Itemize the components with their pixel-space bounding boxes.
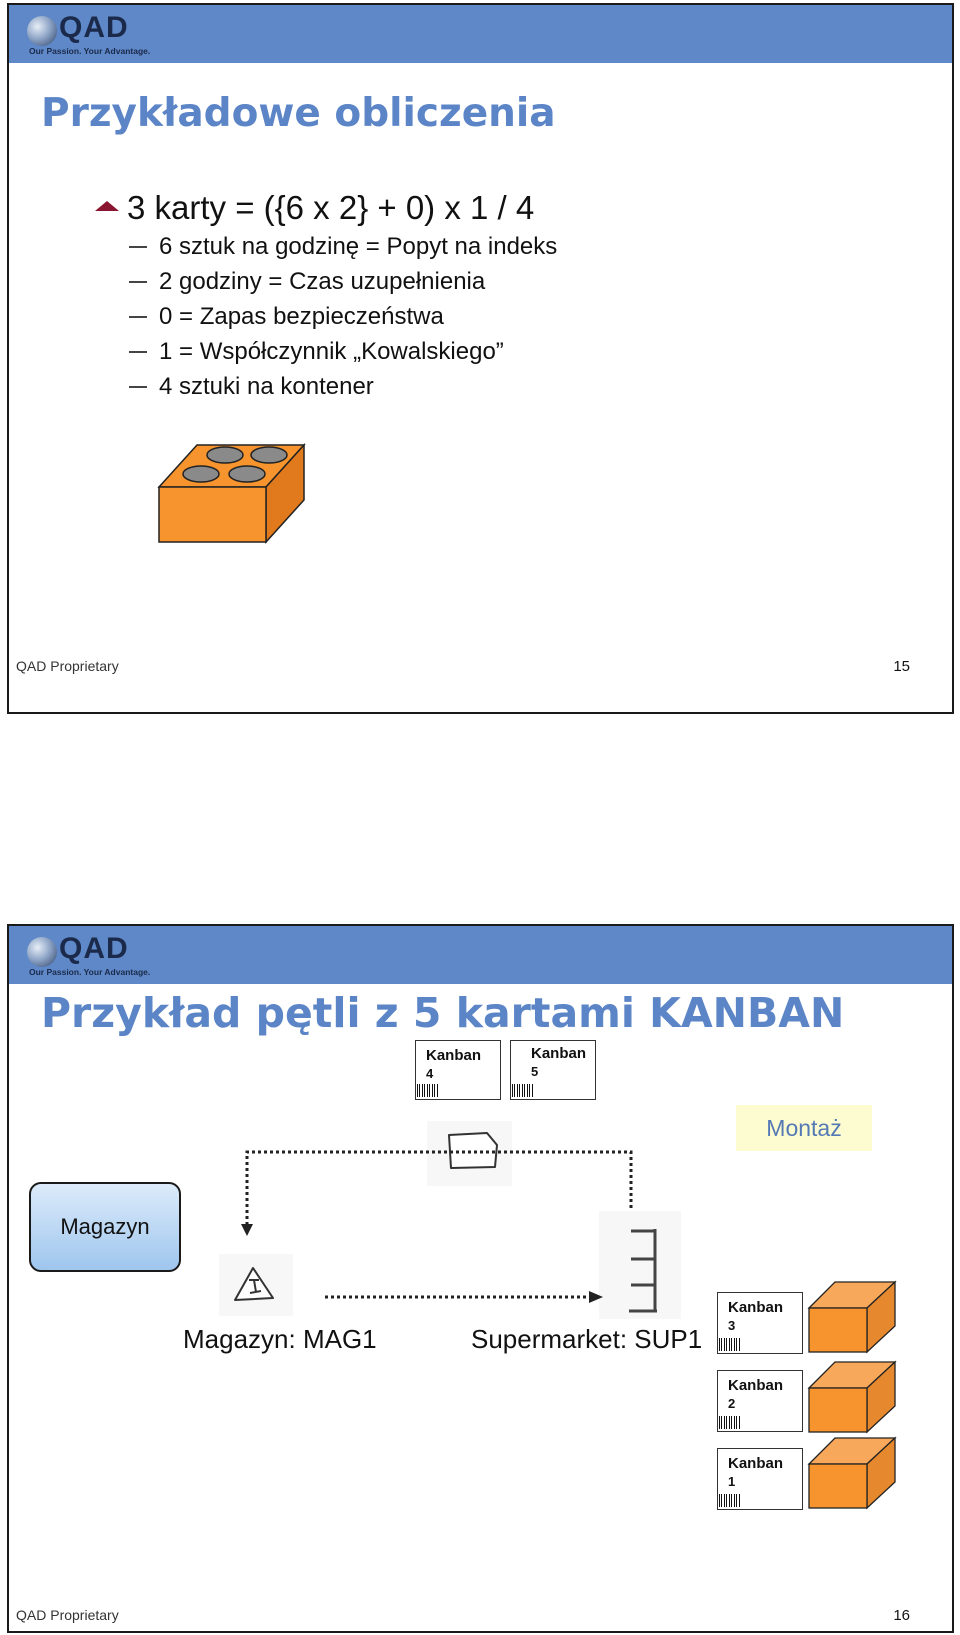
main-bullet-text: 3 karty = ({6 x 2} + 0) x 1 / 4 xyxy=(127,189,535,226)
sub-bullet: 4 sztuki na kontener xyxy=(129,369,557,404)
barcode-icon xyxy=(719,1494,741,1507)
dash-icon xyxy=(129,351,147,353)
qad-logo xyxy=(27,13,157,55)
sub-bullet: 1 = Współczynnik „Kowalskiego” xyxy=(129,334,557,369)
dash-icon xyxy=(129,386,147,388)
qad-logo xyxy=(27,934,157,976)
sub-bullet: 0 = Zapas bezpieczeństwa xyxy=(129,299,557,334)
kanban-card-4: Kanban 4 xyxy=(415,1040,501,1100)
barcode-icon xyxy=(512,1084,534,1097)
main-bullet xyxy=(95,189,534,227)
logo-tagline: Our Passion. Your Advantage. xyxy=(29,967,151,977)
header-bar xyxy=(9,926,952,984)
kanban-card-2: Kanban 2 xyxy=(717,1370,803,1432)
container-box-icon xyxy=(809,1362,899,1434)
supermarket-rack-icon xyxy=(599,1211,681,1319)
header-bar xyxy=(9,5,952,63)
slide-title: Przykład pętli z 5 kartami KANBAN xyxy=(41,989,845,1037)
kanban-card-5: Kanban 5 xyxy=(510,1040,596,1100)
slide-15 xyxy=(7,3,954,714)
magazyn-location-label: Magazyn: MAG1 xyxy=(183,1324,377,1354)
container-box-icon xyxy=(809,1282,899,1354)
container-box-icon xyxy=(159,445,319,550)
logo-globe-icon xyxy=(27,16,57,46)
return-loop-arrow xyxy=(241,1148,641,1238)
dash-icon xyxy=(129,316,147,318)
supermarket-location-label: Supermarket: SUP1 xyxy=(471,1324,703,1354)
slide-16 xyxy=(7,924,954,1633)
inventory-triangle-icon xyxy=(219,1254,293,1316)
kanban-card-1: Kanban 1 xyxy=(717,1448,803,1510)
barcode-icon xyxy=(719,1416,741,1429)
footer-text: QAD Proprietary xyxy=(16,1607,119,1623)
logo-globe-icon xyxy=(27,937,57,967)
kanban-card-3: Kanban 3 xyxy=(717,1292,803,1354)
sub-bullet-list xyxy=(129,229,557,404)
footer-text: QAD Proprietary xyxy=(16,658,119,674)
magazyn-box: Magazyn xyxy=(29,1182,181,1272)
page-number: 15 xyxy=(893,658,910,675)
slide-title: Przykładowe obliczenia xyxy=(41,91,556,136)
sub-bullet: 2 godziny = Czas uzupełnienia xyxy=(129,264,557,299)
logo-word: QAD xyxy=(59,932,129,965)
barcode-icon xyxy=(417,1084,439,1097)
sub-bullet: 6 sztuk na godzinę = Popyt na indeks xyxy=(129,229,557,264)
bullet-triangle-icon xyxy=(95,201,119,211)
dash-icon xyxy=(129,246,147,248)
logo-word: QAD xyxy=(59,11,129,44)
page-number: 16 xyxy=(893,1607,910,1624)
container-box-icon xyxy=(809,1438,899,1510)
barcode-icon xyxy=(719,1338,741,1351)
flow-arrow xyxy=(325,1290,603,1304)
logo-tagline: Our Passion. Your Advantage. xyxy=(29,46,151,56)
dash-icon xyxy=(129,281,147,283)
montaz-label: Montaż xyxy=(736,1105,872,1151)
